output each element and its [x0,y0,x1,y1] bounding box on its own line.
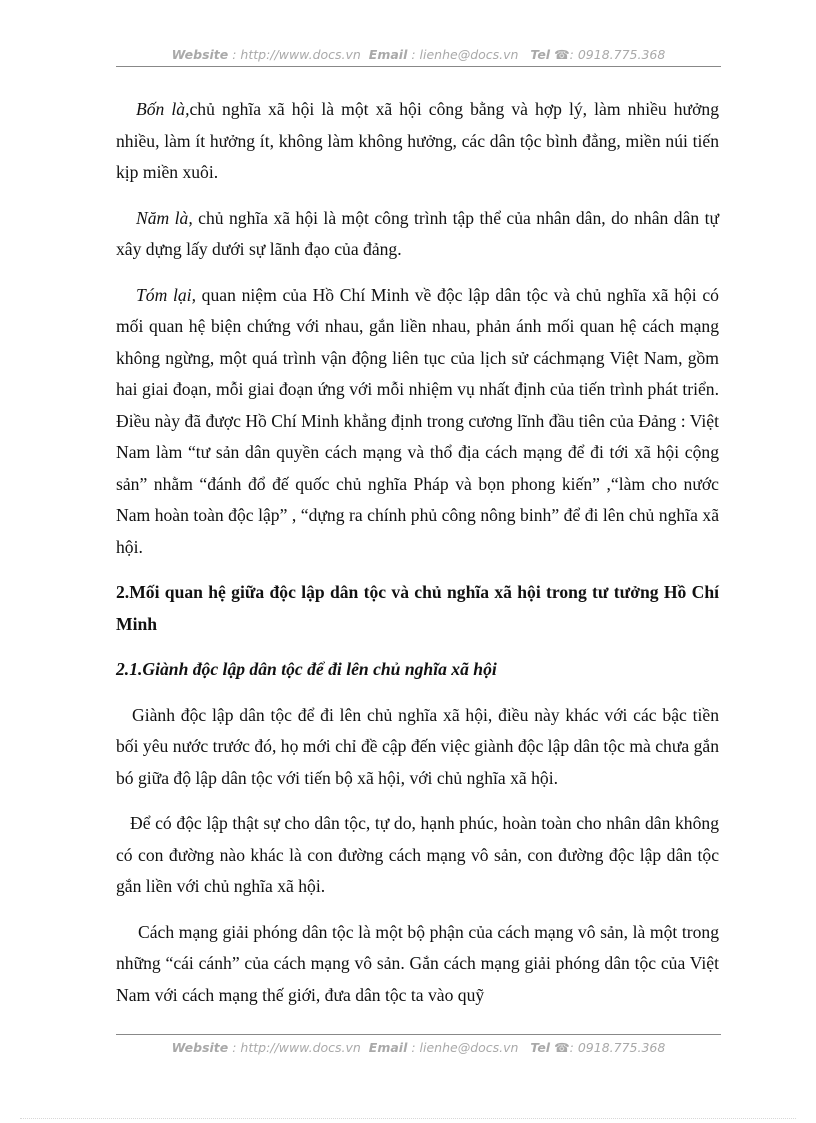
phone-icon: ☎ [554,47,570,62]
paragraph-cach-mang-giai-phong: Cách mạng giải phóng dân tộc là một bộ phận của cách mạng vô sản, là một trong những “cái cánh” của cách mạng vô sản. Gắn cách mạng giải phóng dân tộc của Việt Nam với cách mạng thế giới, đưa dân tộc ta vào quỹ [116,921,719,1005]
footer-website-label: Website [171,1040,229,1055]
page-header [116,47,721,62]
section-heading-2: 2.Mối quan hệ giữa độc lập dân tộc và chủ nghĩa xã hội trong tư tưởng Hồ Chí Minh [116,582,719,634]
paragraph-bon-la [116,94,719,189]
paragraph-text: chủ nghĩa xã hội là một xã hội công bằng và hợp lý, làm nhiều hưởng nhiều, làm ít hưởng ít, không làm không hưởng, các dân tộc bình đẳng, miền núi tiến kịp miền xuôi. [116,99,719,182]
paragraph-lead: Bốn là, [136,99,190,119]
footer-website-link[interactable]: : http://www.docs.vn [232,1040,361,1055]
paragraph-de-co-doc-lap: Để có độc lập thật sự cho dân tộc, tự do, hạnh phúc, hoàn toàn cho nhân dân không có con đường nào khác là con đường cách mạng vô sản, con đường độc lập dân tộc gắn liền với chủ nghĩa xã hội. [116,813,719,896]
header-email-label: Email [368,47,408,62]
footer-email-link[interactable]: : lienhe@docs.vn [411,1040,519,1055]
paragraph-nam-la [116,203,719,266]
page-edge-dotted-line [20,1118,796,1119]
header-website-link[interactable]: : http://www.docs.vn [232,47,361,62]
header-tel-label: Tel [530,47,551,62]
paragraph-lead: Tóm lại, [136,284,196,305]
page-content [116,94,719,1011]
footer-email-label: Email [368,1040,408,1055]
footer-tel-value: : 0918.775.368 [569,1040,666,1055]
header-tel-value: : 0918.775.368 [569,47,666,62]
section-heading-2-1: 2.1.Giành độc lập dân tộc để đi lên chủ nghĩa xã hội [116,659,497,679]
footer-divider [116,1034,721,1035]
page-footer [116,1040,721,1055]
footer-tel-label: Tel [530,1040,551,1055]
paragraph-tom-lai [116,280,719,564]
header-divider [116,66,721,67]
paragraph-gianh-doc-lap: Giành độc lập dân tộc để đi lên chủ nghĩa xã hội, điều này khác với các bậc tiền bối yêu nước trước đó, họ mới chỉ đề cập đến việc giành độc lập dân tộc mà chưa gắn bó giữa độ lập dân tộc với tiến bộ xã hội, với chủ nghĩa xã hội. [116,704,719,788]
paragraph-lead: Năm là, [136,207,193,228]
phone-icon: ☎ [554,1040,570,1055]
header-website-label: Website [171,47,229,62]
paragraph-text: chủ nghĩa xã hội là một công trình tập thể của nhân dân, do nhân dân tự xây dựng lấy dưới sự lãnh đạo của đảng. [116,207,719,259]
paragraph-text: quan niệm của Hồ Chí Minh về độc lập dân tộc và chủ nghĩa xã hội có mối quan hệ biện chứng với nhau, gắn liền nhau, phản ánh mối quan hệ cách mạng không ngừng, một quá trình vận động liên tục của lịch sử cáchmạng Việt Nam, gồm hai giai đoạn, mỗi giai đoạn ứng với mỗi nhiệm vụ nhất định của tiến trình phát triển. Điều này đã được Hồ Chí Minh khẳng định trong cương lĩnh đầu tiên của Đảng : Việt Nam làm “tư sản dân quyền cách mạng và thổ địa cách mạng để đi tới xã hội cộng sản” nhằm “đánh đổ đế quốc chủ nghĩa Pháp và bọn phong kiến” ,“làm cho nước Nam hoàn toàn độc lập” , “dựng ra chính phủ công nông binh” để đi lên chủ nghĩa xã hội. [116,284,719,557]
header-email-link[interactable]: : lienhe@docs.vn [411,47,519,62]
